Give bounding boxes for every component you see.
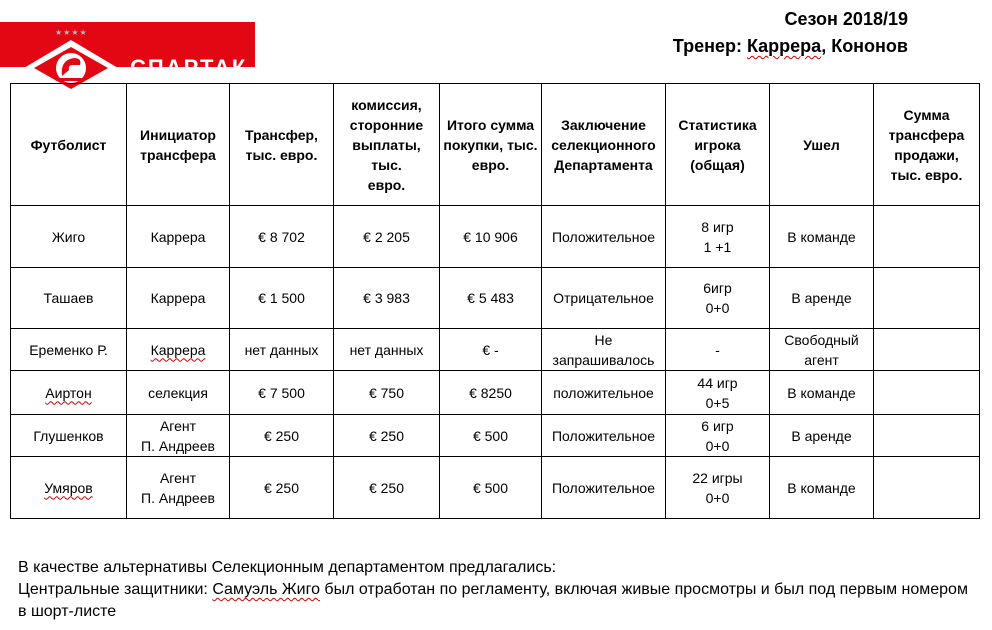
footnote-player-name: Самуэль Жиго	[212, 581, 320, 598]
table-cell: Положительное	[542, 457, 666, 519]
table-cell: 8 игр 1 +1	[666, 206, 770, 268]
table-cell: € 250	[334, 415, 440, 457]
table-cell: € 250	[230, 457, 334, 519]
footnote-prefix: Центральные защитники:	[18, 581, 213, 598]
column-header: Итого сумма покупки, тыс. евро.	[440, 84, 542, 206]
table-cell	[874, 457, 980, 519]
table-cell: Ташаев	[11, 268, 127, 329]
logo-wordmark: СПАРТАК	[130, 55, 248, 80]
table-cell	[874, 415, 980, 457]
table-row	[11, 329, 980, 371]
footnote-line-1: В качестве альтернативы Селекционным департаментом предлагались:	[18, 559, 557, 576]
table-cell: € 1 500	[230, 268, 334, 329]
table-cell: В аренде	[770, 415, 874, 457]
table-cell: € -	[440, 329, 542, 371]
table-row	[11, 415, 980, 457]
club-logo-banner	[0, 22, 255, 80]
table-cell: Жиго	[11, 206, 127, 268]
table-cell: € 250	[334, 457, 440, 519]
transfers-table	[10, 83, 980, 519]
column-header: Статистика игрока (общая)	[666, 84, 770, 206]
table-cell: € 8250	[440, 371, 542, 415]
coach-prefix: Тренер:	[672, 36, 747, 56]
table-cell: -	[666, 329, 770, 371]
table-cell: Еременко Р.	[11, 329, 127, 371]
footnote-line-2	[18, 579, 968, 623]
table-cell: Положительное	[542, 206, 666, 268]
table-cell: Агент П. Андреев	[127, 457, 230, 519]
table-cell: 6игр 0+0	[666, 268, 770, 329]
table-cell: В команде	[770, 371, 874, 415]
table-cell	[874, 268, 980, 329]
table-cell: Свободный агент	[770, 329, 874, 371]
table-header-row	[11, 84, 980, 206]
coach-title	[673, 36, 908, 57]
table-cell: Не запрашивалось	[542, 329, 666, 371]
table-cell: 22 игры 0+0	[666, 457, 770, 519]
table-cell: € 2 205	[334, 206, 440, 268]
table-cell: € 500	[440, 415, 542, 457]
column-header: Инициатор трансфера	[127, 84, 230, 206]
table-cell: € 3 983	[334, 268, 440, 329]
table-row	[11, 268, 980, 329]
table-cell: € 7 500	[230, 371, 334, 415]
table-cell	[874, 371, 980, 415]
table-cell: нет данных	[334, 329, 440, 371]
footnote-suffix: был отработан по регламенту, включая живые просмотры и был под первым номером в шорт-листе	[18, 581, 968, 620]
table-row	[11, 371, 980, 415]
table-cell: Отрицательное	[542, 268, 666, 329]
table-cell: Каррера	[127, 268, 230, 329]
table-cell: € 500	[440, 457, 542, 519]
table-cell: В аренде	[770, 268, 874, 329]
table-cell: В команде	[770, 457, 874, 519]
column-header: Футболист	[11, 84, 127, 206]
table-cell: Агент П. Андреев	[127, 415, 230, 457]
table-cell: 6 игр 0+0	[666, 415, 770, 457]
table-cell	[874, 329, 980, 371]
table-cell: Глушенков	[11, 415, 127, 457]
table-cell: 44 игр 0+5	[666, 371, 770, 415]
table-row	[11, 457, 980, 519]
table-cell: € 750	[334, 371, 440, 415]
table-cell: В команде	[770, 206, 874, 268]
table-cell: Аиртон	[11, 371, 127, 415]
table-cell: € 10 906	[440, 206, 542, 268]
season-title: Сезон 2018/19	[784, 9, 908, 29]
column-header: Ушел	[770, 84, 874, 206]
coach-suffix: , Кононов	[821, 36, 908, 56]
table-cell: € 5 483	[440, 268, 542, 329]
column-header: Трансфер, тыс. евро.	[230, 84, 334, 206]
table-cell	[874, 206, 980, 268]
table-cell: € 250	[230, 415, 334, 457]
logo-stars: ★★★★	[55, 28, 88, 37]
column-header: Заключение селекционного Департамента	[542, 84, 666, 206]
footnote	[18, 557, 968, 623]
column-header: комиссия, сторонние выплаты, тыс. евро.	[334, 84, 440, 206]
table-cell: Каррера	[127, 206, 230, 268]
table-cell: Каррера	[127, 329, 230, 371]
column-header: Сумма трансфера продажи, тыс. евро.	[874, 84, 980, 206]
table-cell: Положительное	[542, 415, 666, 457]
table-cell: € 8 702	[230, 206, 334, 268]
coach-name: Каррера	[746, 36, 822, 56]
table-row	[11, 206, 980, 268]
table-cell: нет данных	[230, 329, 334, 371]
table-cell: селекция	[127, 371, 230, 415]
table-cell: Умяров	[11, 457, 127, 519]
table-cell: положительное	[542, 371, 666, 415]
